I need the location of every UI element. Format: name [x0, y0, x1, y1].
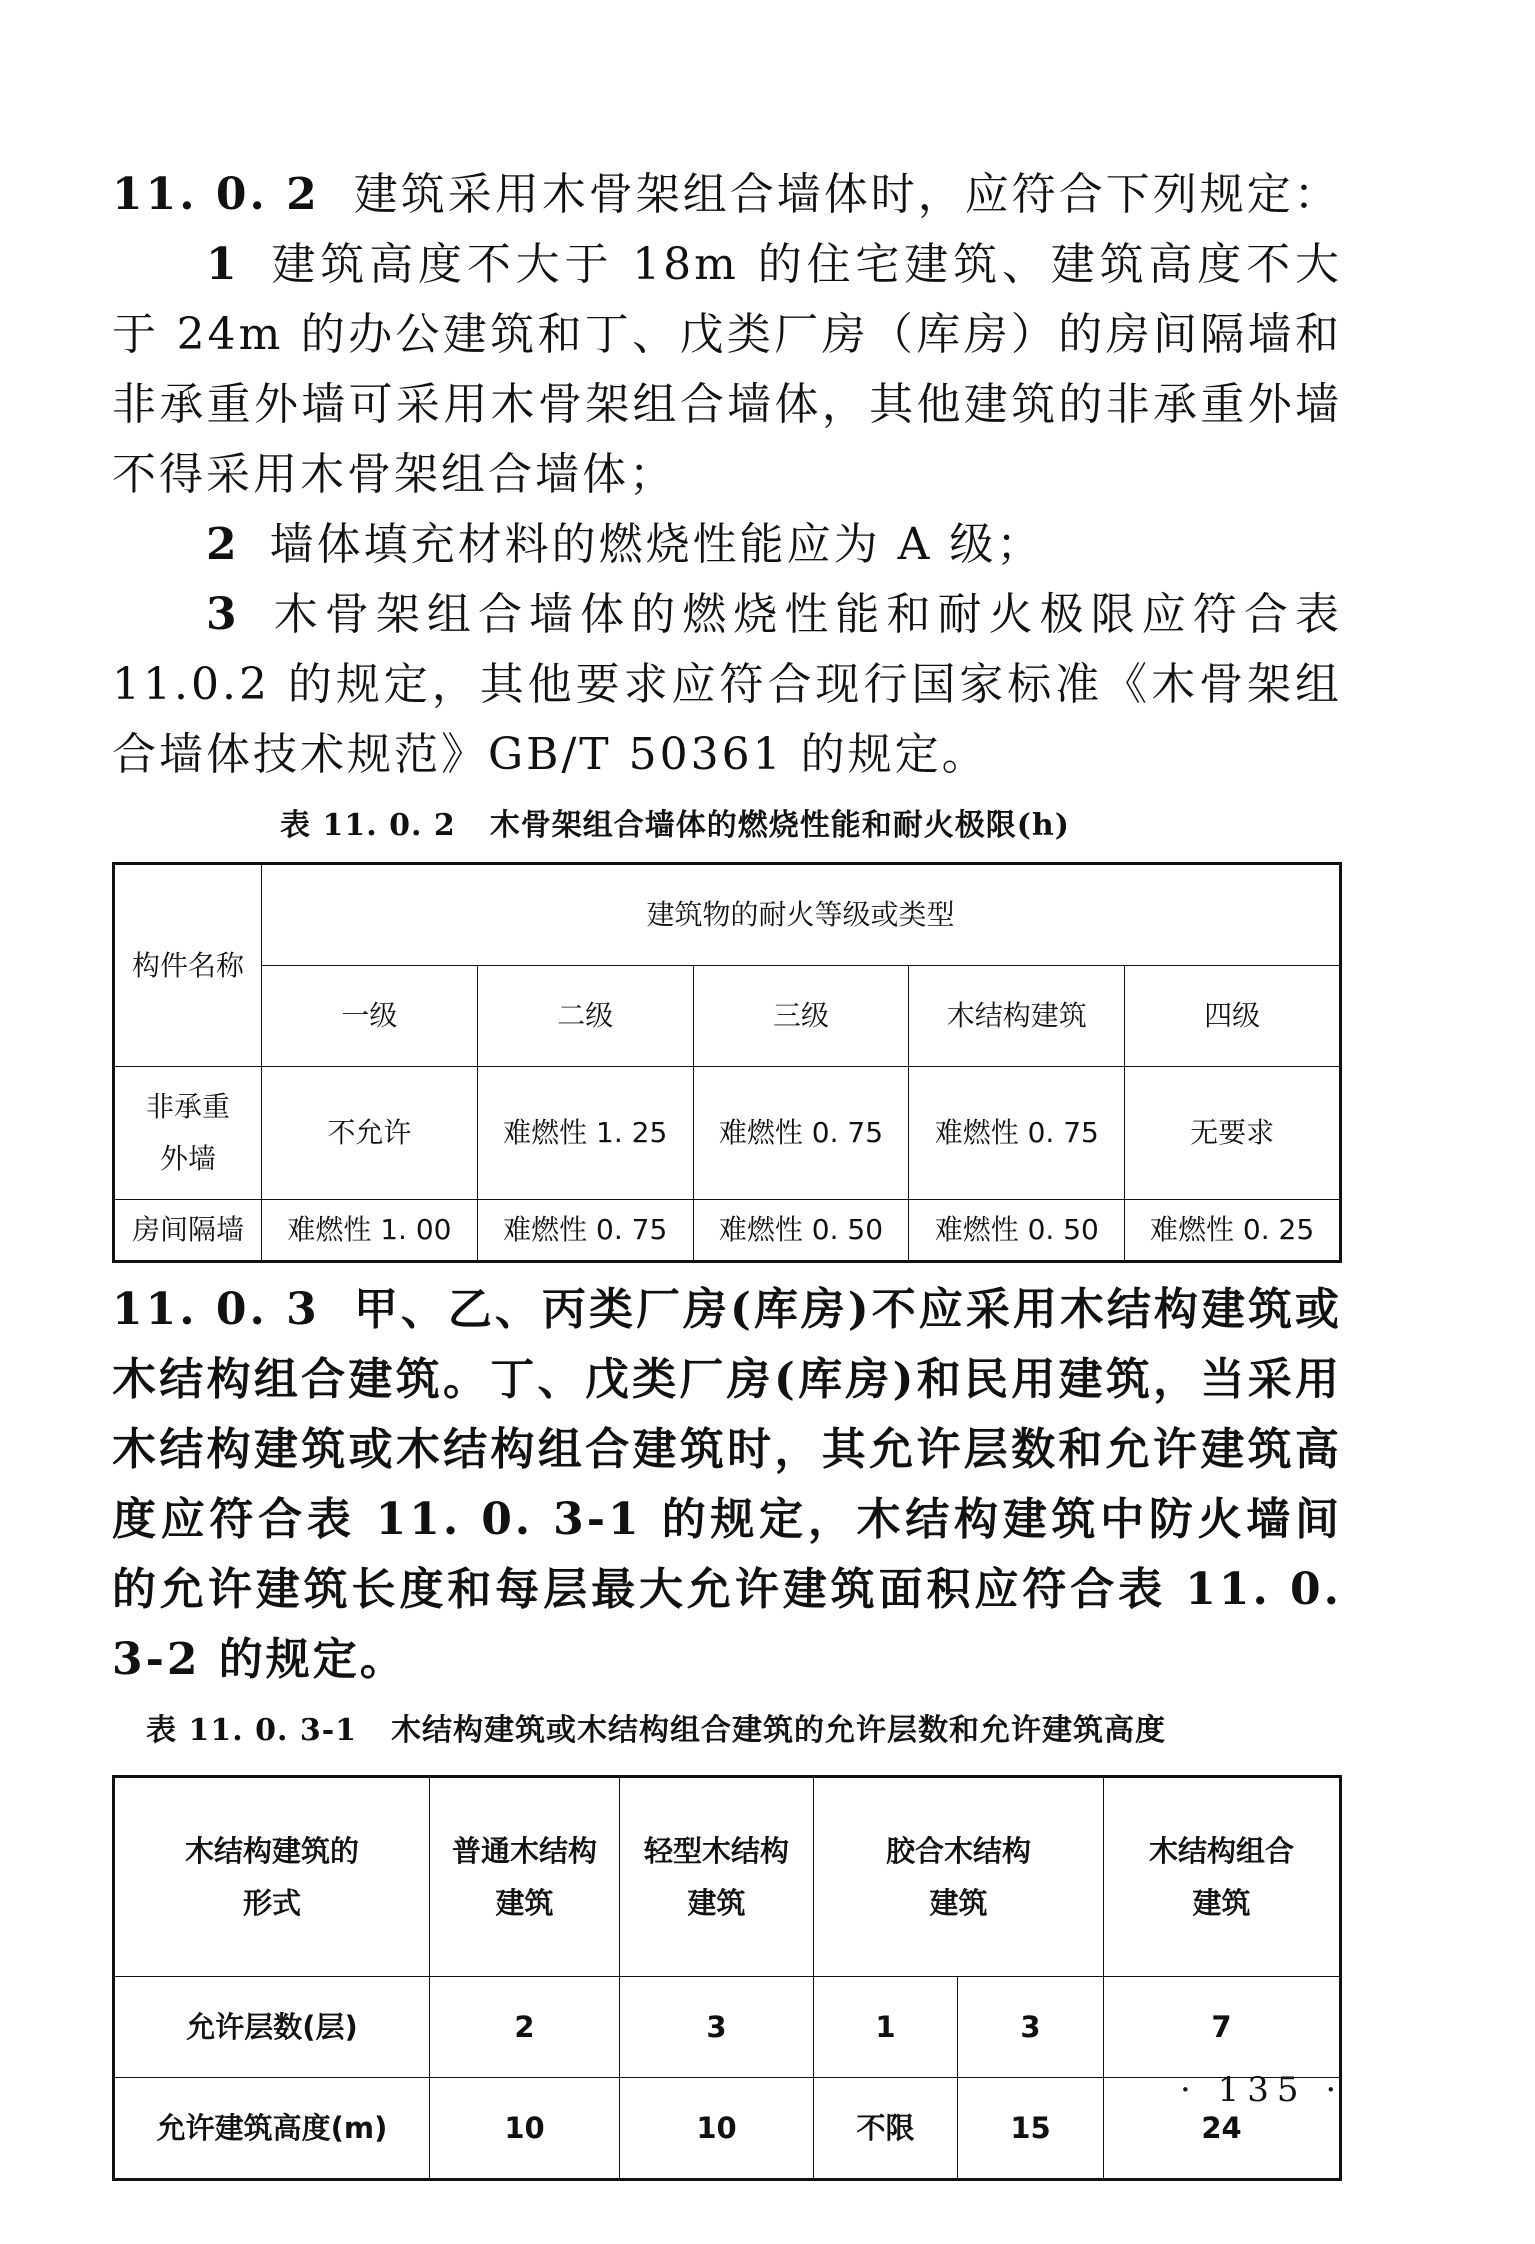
- item-number: 1: [206, 239, 240, 290]
- row-label: 房间隔墙: [114, 1200, 262, 1262]
- fire-resistance-table: [112, 862, 1342, 1263]
- table-cell: 10: [430, 2078, 620, 2180]
- table-header-cell: 轻型木结构建筑: [620, 1777, 814, 1977]
- table-cell: 3: [620, 1977, 814, 2078]
- table-row: [114, 1200, 1341, 1262]
- table-caption-text: 木结构建筑或木结构组合建筑的允许层数和允许建筑高度: [391, 1713, 1167, 1748]
- clause-text: 甲、乙、丙类厂房(库房)不应采用木结构建筑或木结构组合建筑。丁、戊类厂房(库房)和民用建筑，当采用木结构建筑或木结构组合建筑时，其允许层数和允许建筑高度应符合表 11. 0. 3-1 的规定，木结构建筑中防火墙间的允许建筑长度和每层最大允许建筑面积应符合表 11. 0. 3-2 的规定。: [112, 1284, 1343, 1685]
- table-cell: 15: [958, 2078, 1104, 2180]
- table-row: [114, 1977, 1341, 2078]
- row-label: 允许建筑高度(m): [114, 2078, 430, 2180]
- table-header-cell: 四级: [1125, 966, 1341, 1067]
- list-item: [112, 580, 1342, 790]
- storeys-height-table: [112, 1775, 1345, 2181]
- list-item: [112, 510, 1342, 580]
- table-header-cell: 木结构组合建筑: [1104, 1777, 1341, 1977]
- table-row: [114, 1067, 1341, 1200]
- table-header-cell: 木结构建筑: [909, 966, 1125, 1067]
- table-caption-text: 木骨架组合墙体的燃烧性能和耐火极限(h): [489, 808, 1070, 843]
- table-header-cell: 二级: [477, 966, 693, 1067]
- table-cell: 10: [620, 2078, 814, 2180]
- table-cell: 难燃性 1. 25: [477, 1067, 693, 1200]
- table-header-cell: 一级: [262, 966, 478, 1067]
- item-number: 2: [206, 519, 240, 570]
- table-header-cell: 三级: [693, 966, 909, 1067]
- document-page: [112, 160, 1345, 2181]
- table-cell: 2: [430, 1977, 620, 2078]
- table-cell: 难燃性 0. 75: [477, 1200, 693, 1262]
- item-text: 墙体填充材料的燃烧性能应为 A 级；: [269, 519, 1044, 570]
- table-cell: 难燃性 0. 50: [909, 1200, 1125, 1262]
- page-number: · 135 ·: [1180, 2070, 1345, 2110]
- table-cell: 7: [1104, 1977, 1341, 2078]
- table-group-header: 建筑物的耐火等级或类型: [262, 864, 1341, 966]
- clause-11-0-2: [112, 160, 1342, 230]
- item-text: 木骨架组合墙体的燃烧性能和耐火极限应符合表 11.0.2 的规定，其他要求应符合现行国家标准《木骨架组合墙体技术规范》GB/T 50361 的规定。: [112, 589, 1342, 780]
- clause-number: 11. 0. 3: [112, 1284, 320, 1335]
- clause-number: 11. 0. 2: [112, 169, 320, 220]
- table-cell: 难燃性 1. 00: [262, 1200, 478, 1262]
- row-label: 非承重外墙: [114, 1067, 262, 1200]
- table-caption: [112, 804, 1342, 848]
- table-header-cell: 胶合木结构建筑: [814, 1777, 1104, 1977]
- list-item: [112, 230, 1342, 510]
- table-header-cell: 木结构建筑的形式: [114, 1777, 430, 1977]
- table-cell: 1: [814, 1977, 958, 2078]
- table-cell: 不允许: [262, 1067, 478, 1200]
- table-cell: 难燃性 0. 50: [693, 1200, 909, 1262]
- table-row: [114, 2078, 1341, 2180]
- table-cell: 难燃性 0. 75: [693, 1067, 909, 1200]
- table-caption-number: 表 11. 0. 3-1: [146, 1713, 358, 1748]
- table-cell: 24: [1104, 2078, 1341, 2180]
- table-header-cell: 普通木结构建筑: [430, 1777, 620, 1977]
- table-cell: 难燃性 0. 25: [1125, 1200, 1341, 1262]
- item-text: 建筑高度不大于 18m 的住宅建筑、建筑高度不大于 24m 的办公建筑和丁、戊类厂房（库房）的房间隔墙和非承重外墙可采用木骨架组合墙体，其他建筑的非承重外墙不得采用木骨架组合墙体；: [112, 239, 1342, 500]
- table-cell: 无要求: [1125, 1067, 1341, 1200]
- table-caption: [112, 1709, 1342, 1753]
- item-number: 3: [206, 589, 240, 640]
- table-cell: 难燃性 0. 75: [909, 1067, 1125, 1200]
- row-label: 允许层数(层): [114, 1977, 430, 2078]
- table-cell: 3: [958, 1977, 1104, 2078]
- clause-text: 建筑采用木骨架组合墙体时，应符合下列规定：: [353, 169, 1341, 220]
- table-cell: 不限: [814, 2078, 958, 2180]
- clause-11-0-3: [112, 1275, 1342, 1695]
- table-caption-number: 表 11. 0. 2: [280, 808, 456, 843]
- table-header-cell: 构件名称: [114, 864, 262, 1067]
